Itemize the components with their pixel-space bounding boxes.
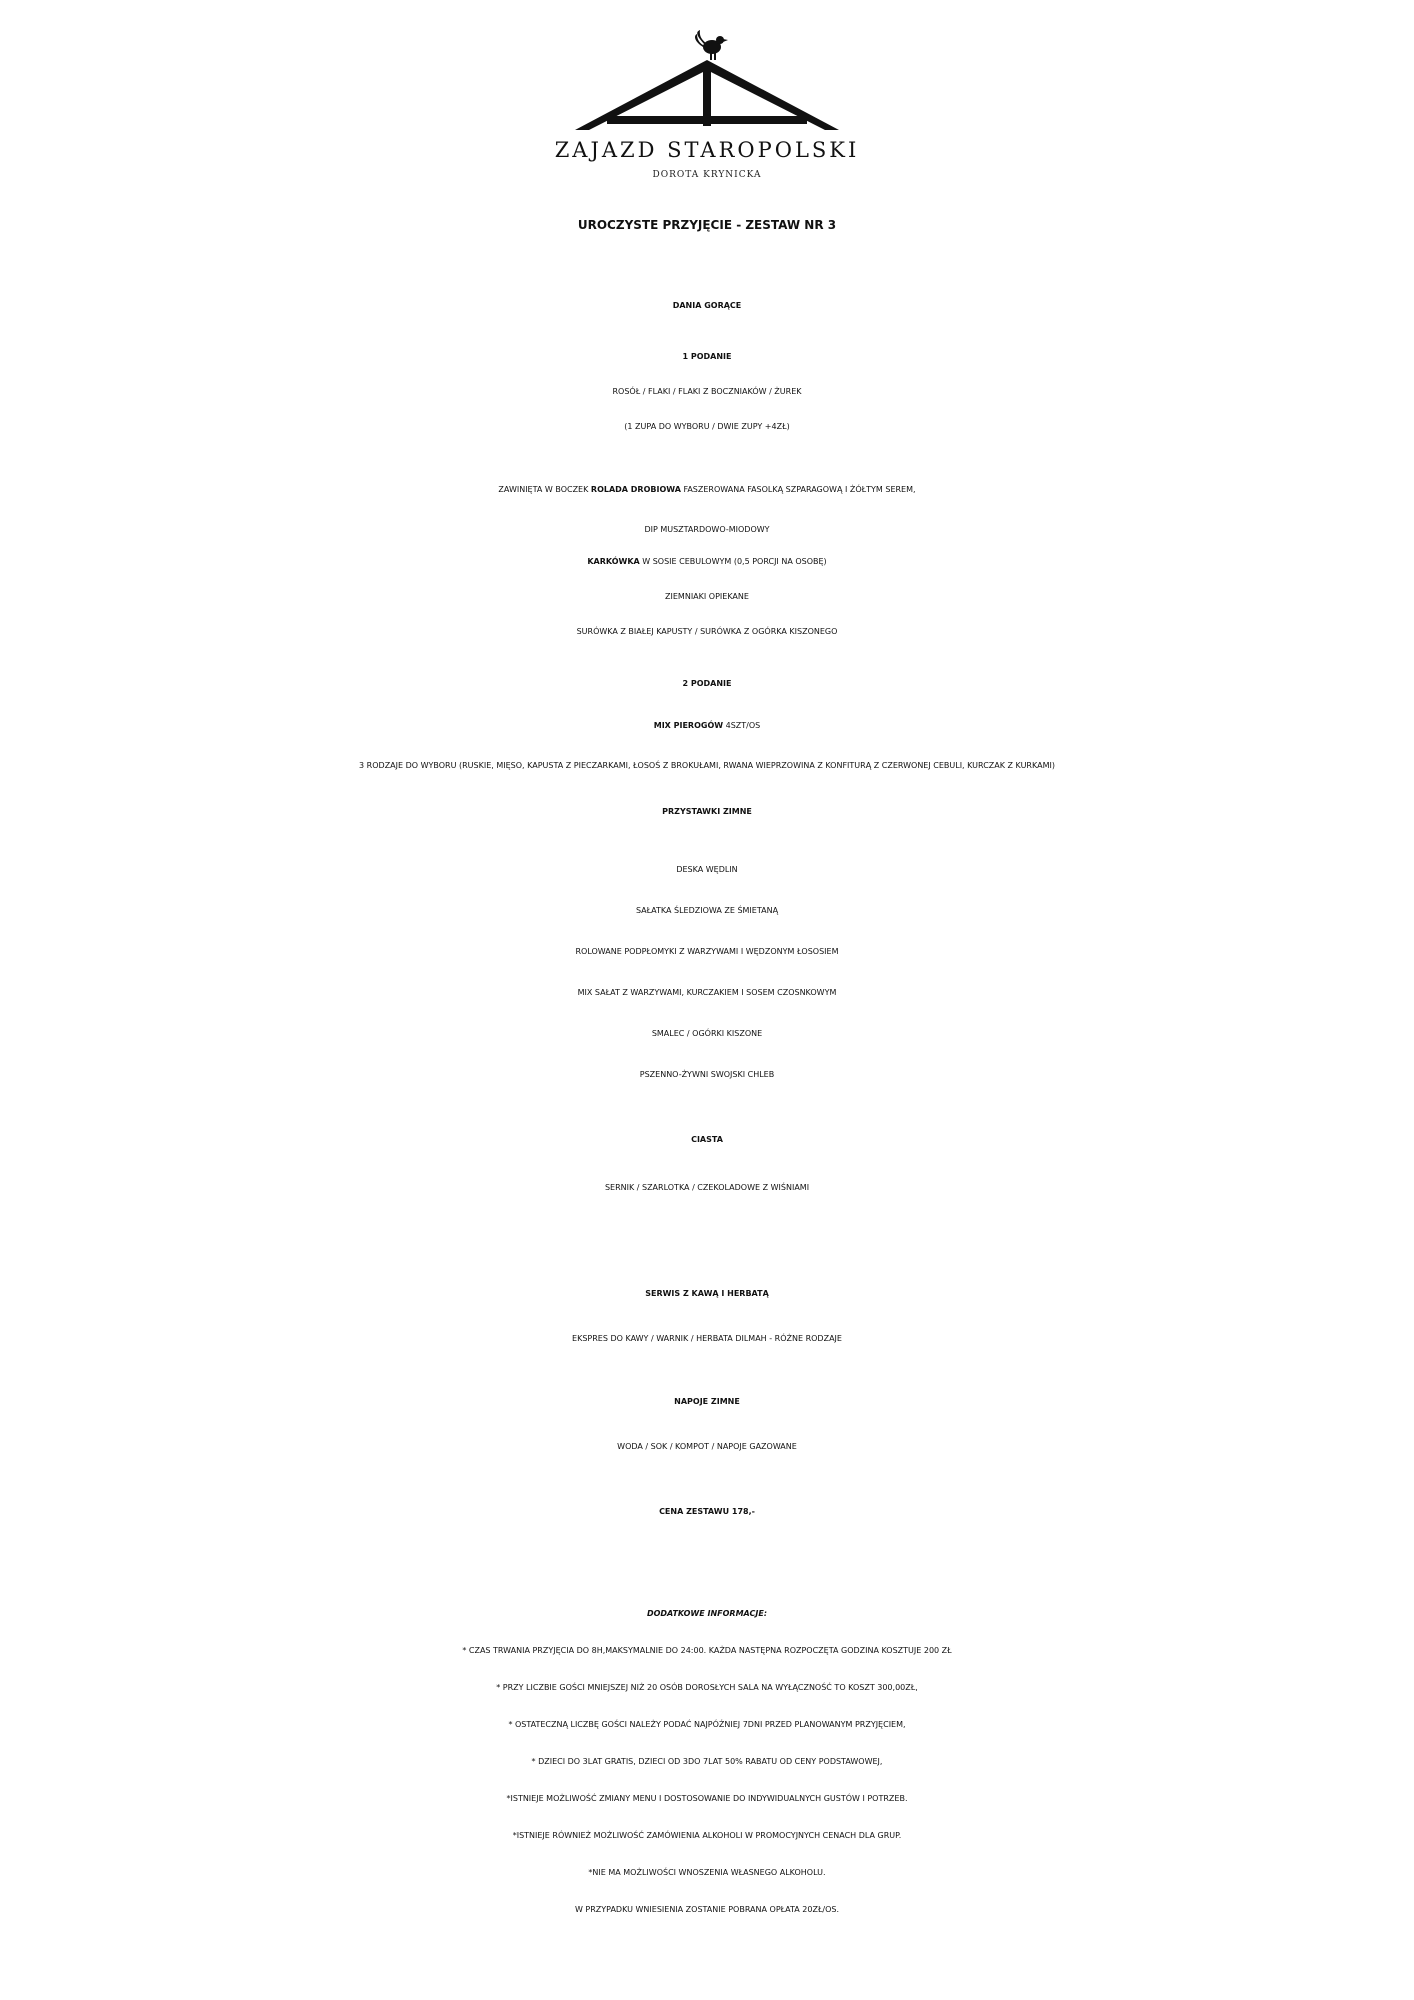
drinks-text: WODA / SOK / KOMPOT / NAPOJE GAZOWANE — [617, 1442, 797, 1451]
cold-starters-heading: PRZYSTAWKI ZIMNE — [662, 807, 752, 816]
roulade-name: ROLADA DROBIOWA — [590, 485, 681, 494]
logo-name: ZAJAZD STAROPOLSKI — [554, 138, 860, 162]
cold-item: DESKA WĘDLIN — [676, 865, 738, 874]
cold-item: ROLOWANE PODPŁOMYKI Z WARZYWAMI I WĘDZONYM ŁOSOSIEM — [575, 947, 839, 956]
potatoes-text: ZIEMNIAKI OPIEKANE — [665, 592, 749, 601]
cold-item: SMALEC / OGÓRKI KISZONE — [651, 1029, 763, 1038]
info-line: *ISTNIEJE RÓWNIEŻ MOŻLIWOŚĆ ZAMÓWIENIA ALKOHOLI W PROMOCYJNYCH CENACH DLA GRUP. — [512, 1831, 902, 1840]
cold-item: SAŁATKA ŚLEDZIOWA ZE ŚMIETANĄ — [635, 906, 779, 915]
cakes-text: SERNIK / SZARLOTKA / CZEKOLADOWE Z WIŚNIAMI — [604, 1183, 810, 1192]
soups-note: (1 ZUPA DO WYBORU / DWIE ZUPY +4ZŁ) — [624, 422, 790, 431]
info-line: * OSTATECZNĄ LICZBĘ GOŚCI NALEŻY PODAĆ NAJPÓŹNIEJ 7DNI PRZED PLANOWANYM PRZYJĘCIEM, — [508, 1720, 906, 1729]
info-line: *ISTNIEJE MOŻLIWOŚĆ ZMIANY MENU I DOSTOSOWANIE DO INDYWIDUALNYCH GUSTÓW I POTRZEB. — [506, 1794, 908, 1803]
set-price: CENA ZESTAWU 178,- — [659, 1507, 755, 1516]
pierogi-name: MIX PIEROGÓW — [653, 721, 724, 730]
info-line: * PRZY LICZBIE GOŚCI MNIEJSZEJ NIŻ 20 OSÓB DOROSŁYCH SALA NA WYŁĄCZNOŚĆ TO KOSZT 300,00ZŁ, — [496, 1683, 918, 1692]
roulade-line — [0, 486, 1414, 495]
drinks-heading: NAPOJE ZIMNE — [674, 1397, 740, 1406]
dip-text: DIP MUSZTARDOWO-MIODOWY — [644, 525, 770, 534]
soups-text: ROSÓŁ / FLAKI / FLAKI Z BOCZNIAKÓW / ŻUREK — [612, 387, 802, 396]
info-line: *NIE MA MOŻLIWOŚCI WNOSZENIA WŁASNEGO ALKOHOLU. — [588, 1868, 826, 1877]
course-1-label: 1 PODANIE — [682, 352, 732, 361]
roulade-post: FASZEROWANA FASOLKĄ SZPARAGOWĄ I ŻÓŁTYM SEREM, — [680, 485, 916, 494]
pork-post: W SOSIE CEBULOWYM (0,5 PORCJI NA OSOBĘ) — [639, 557, 827, 566]
roulade-pre: ZAWINIĘTA W BOCZEK — [498, 485, 591, 494]
coffee-text: EKSPRES DO KAWY / WARNIK / HERBATA DILMAH - RÓŻNE RODZAJE — [572, 1334, 842, 1343]
page-title: UROCZYSTE PRZYJĘCIE - ZESTAW NR 3 — [577, 218, 837, 232]
info-line: * DZIECI DO 3LAT GRATIS, DZIECI OD 3DO 7LAT 50% RABATU OD CENY PODSTAWOWEJ, — [531, 1757, 883, 1766]
course-2-label: 2 PODANIE — [682, 679, 732, 688]
cakes-heading: CIASTA — [691, 1135, 723, 1144]
cold-item: MIX SAŁAT Z WARZYWAMI, KURCZAKIEM I SOSEM CZOSNKOWYM — [577, 988, 837, 997]
coffee-heading: SERWIS Z KAWĄ I HERBATĄ — [645, 1289, 769, 1298]
salads-text: SURÓWKA Z BIAŁEJ KAPUSTY / SURÓWKA Z OGÓRKA KISZONEGO — [576, 627, 838, 636]
pierogi-post: 4SZT/OS — [723, 721, 761, 730]
inn-roof-rooster-logo-icon — [547, 30, 867, 135]
logo-owner: DOROTA KRYNICKA — [652, 170, 762, 180]
info-heading: DODATKOWE INFORMACJE: — [646, 1609, 768, 1618]
pork-line — [0, 558, 1414, 567]
pierogi-line — [0, 722, 1414, 731]
logo — [0, 30, 1414, 190]
hot-dishes-heading: DANIA GORĄCE — [672, 301, 742, 310]
pierogi-note: 3 RODZAJE DO WYBORU (RUSKIE, MIĘSO, KAPUSTA Z PIECZARKAMI, ŁOSOŚ Z BROKUŁAMI, RWANA WIEPRZOWINA Z KONFITURĄ Z CZERWONEJ CEBULI, KURCZAK Z KURKAMI) — [359, 761, 1055, 770]
info-line: * CZAS TRWANIA PRZYJĘCIA DO 8H,MAKSYMALNIE DO 24:00. KAŻDA NASTĘPNA ROZPOCZĘTA GODZINA KOSZTUJE 200 ZŁ — [462, 1646, 952, 1655]
info-line: W PRZYPADKU WNIESIENIA ZOSTANIE POBRANA OPŁATA 20ZŁ/OS. — [574, 1905, 840, 1914]
cold-item: PSZENNO-ŻYWNI SWOJSKI CHLEB — [639, 1070, 775, 1079]
pork-name: KARKÓWKA — [587, 557, 640, 566]
